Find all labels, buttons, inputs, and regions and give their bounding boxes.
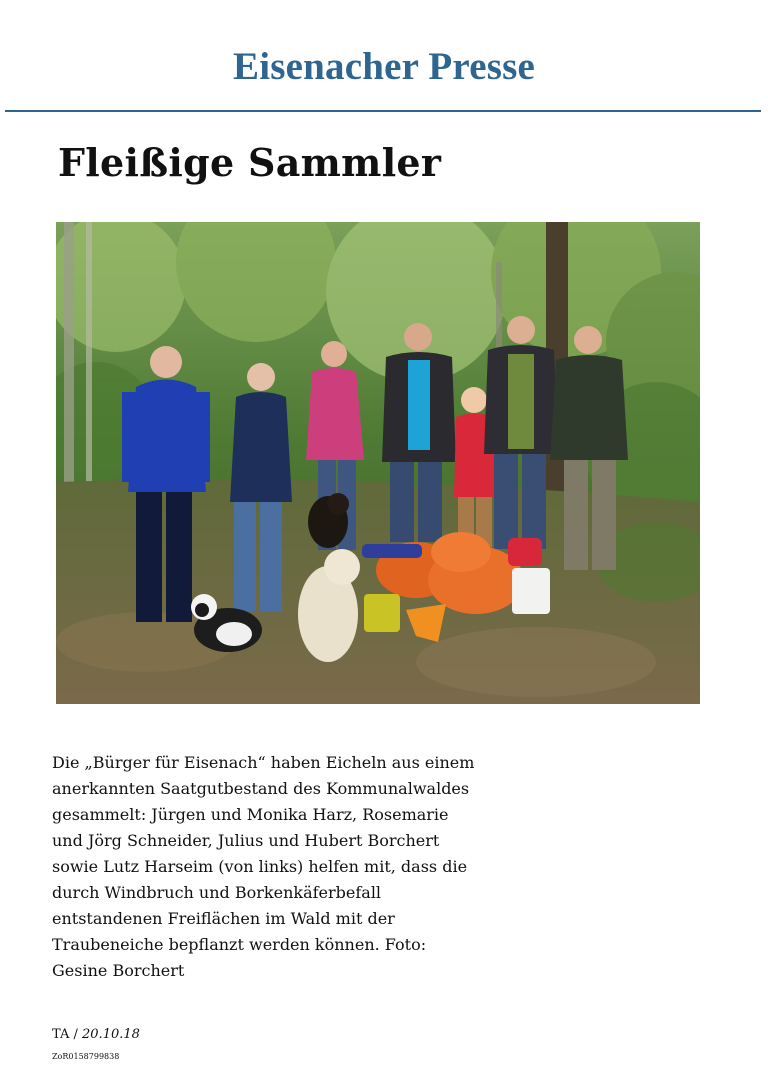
article-headline: Fleißige Sammler: [58, 140, 442, 185]
article-photo: [56, 222, 700, 704]
masthead-divider: [5, 110, 761, 112]
article-footer: [52, 1027, 140, 1042]
document-id: ZoR0158799838: [52, 1052, 120, 1061]
masthead-title: Eisenacher Presse: [233, 45, 535, 88]
publish-date: 20.10.18: [82, 1027, 140, 1042]
source-label: TA /: [52, 1027, 78, 1042]
photo-caption: Die „Bürger für Eisenach“ haben Eicheln aus einem anerkannten Saatgutbestand des Kommunalwaldes gesammelt: Jürgen und Monika Harz, Rosemarie und Jörg Schneider, Julius und Hubert Borchert sowie Lutz Harseim (von links) helfen mit, dass die durch Windbruch und Borkenkäferbefall entstandenen Freiflächen im Wald mit der Traubeneiche bepflanzt werden können. Foto: Gesine Borchert: [52, 753, 475, 980]
